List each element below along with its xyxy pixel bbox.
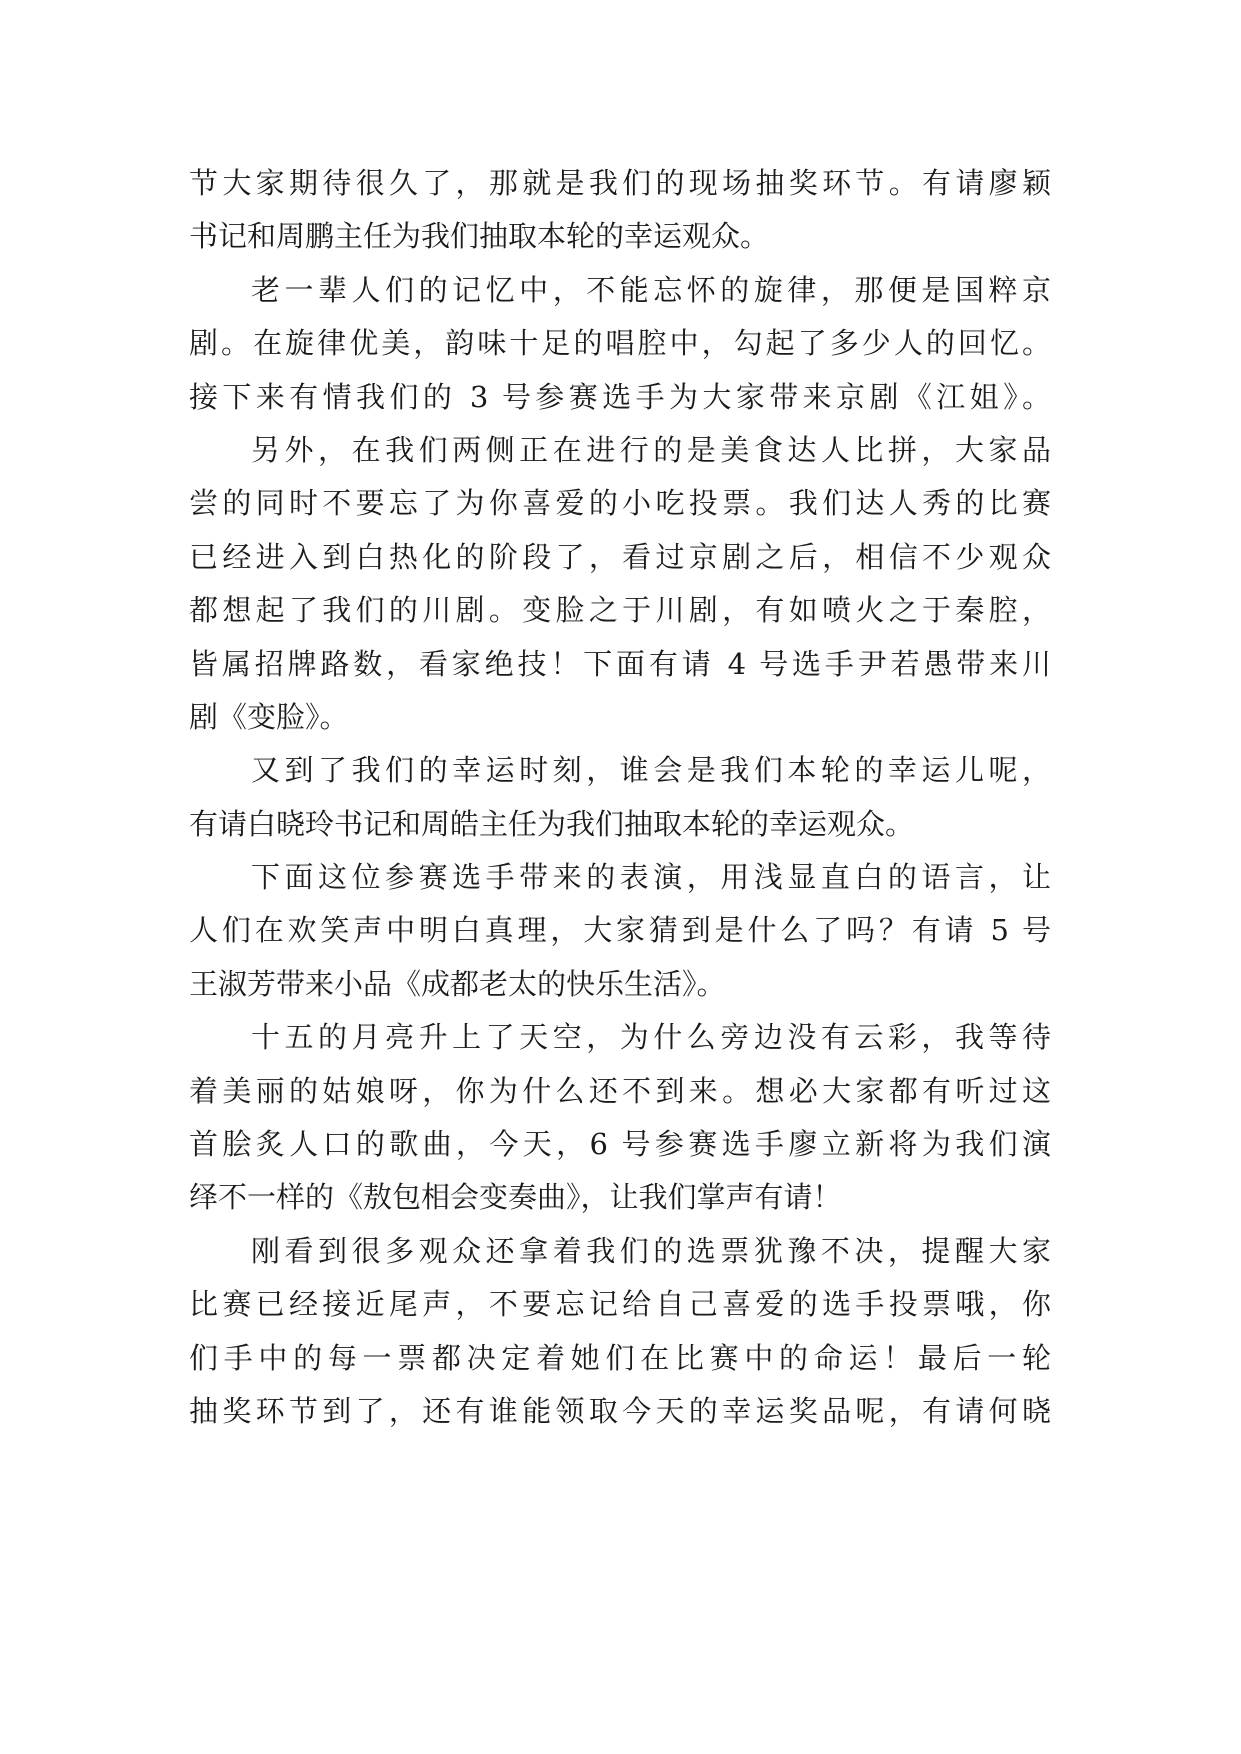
text-line: 十五的月亮升上了天空，为什么旁边没有云彩，我等待 [251, 1020, 1051, 1055]
text-line: 抽奖环节到了，还有谁能领取今天的幸运奖品呢，有请何晓 [189, 1393, 1051, 1428]
text-line: 比赛已经接近尾声，不要忘记给自己喜爱的选手投票哦，你 [189, 1287, 1051, 1322]
text-line: 剧《变脸》。 [189, 699, 349, 734]
document-body [189, 157, 1051, 1438]
paragraph [189, 424, 1051, 744]
text-line: 刚看到很多观众还拿着我们的选票犹豫不决，提醒大家 [251, 1233, 1051, 1268]
text-line: 着美丽的姑娘呀，你为什么还不到来。想必大家都有听过这 [189, 1073, 1051, 1108]
text-line: 们手中的每一票都决定着她们在比赛中的命运！最后一轮 [189, 1340, 1051, 1375]
text-line: 绎不一样的《敖包相会变奏曲》，让我们掌声有请！ [189, 1180, 842, 1215]
text-line: 又到了我们的幸运时刻，谁会是我们本轮的幸运儿呢， [251, 753, 1051, 788]
paragraph [189, 157, 1051, 264]
text-line: 老一辈人们的记忆中，不能忘怀的旋律，那便是国粹京 [251, 272, 1051, 307]
text-line: 节大家期待很久了，那就是我们的现场抽奖环节。有请廖颖 [189, 166, 1051, 200]
text-line: 接下来有情我们的 3 号参赛选手为大家带来京剧《江姐》。 [189, 379, 1051, 414]
paragraph [189, 264, 1051, 424]
text-line: 尝的同时不要忘了为你喜爱的小吃投票。我们达人秀的比赛 [189, 486, 1051, 521]
text-line: 人们在欢笑声中明白真理，大家猜到是什么了吗？有请 5 号 [189, 913, 1051, 948]
text-line: 已经进入到白热化的阶段了，看过京剧之后，相信不少观众 [189, 539, 1051, 574]
text-line: 都想起了我们的川剧。变脸之于川剧，有如喷火之于秦腔， [189, 593, 1051, 628]
paragraph [189, 851, 1051, 1011]
text-line: 王淑芳带来小品《成都老太的快乐生活》。 [189, 966, 726, 1001]
paragraph [189, 744, 1051, 851]
paragraph [189, 1011, 1051, 1225]
paragraph [189, 1225, 1051, 1439]
text-line: 另外，在我们两侧正在进行的是美食达人比拼，大家品 [251, 432, 1051, 467]
text-line: 首脍炙人口的歌曲，今天，6 号参赛选手廖立新将为我们演 [189, 1127, 1051, 1162]
text-line: 书记和周鹏主任为我们抽取本轮的幸运观众。 [189, 219, 770, 254]
text-line: 有请白晓玲书记和周皓主任为我们抽取本轮的幸运观众。 [189, 806, 915, 841]
text-line: 皆属招牌路数，看家绝技！下面有请 4 号选手尹若愚带来川 [189, 646, 1051, 681]
text-line: 剧。在旋律优美，韵味十足的唱腔中，勾起了多少人的回忆。 [189, 326, 1051, 361]
text-line: 下面这位参赛选手带来的表演，用浅显直白的语言，让 [251, 860, 1051, 895]
